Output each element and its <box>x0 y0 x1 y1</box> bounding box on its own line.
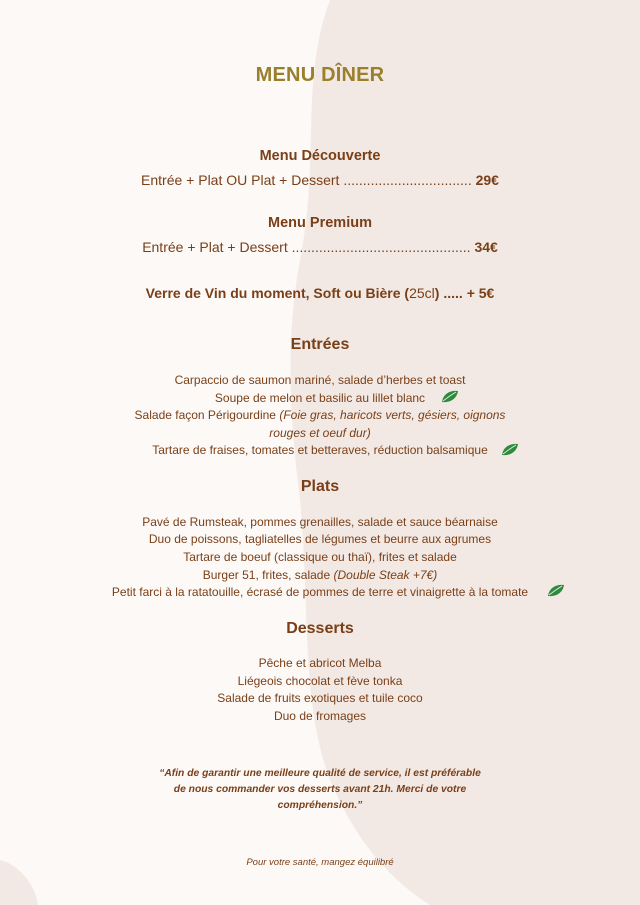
drink-paren-close: ) <box>434 285 440 301</box>
drink-supplement-line <box>0 285 640 301</box>
menu-premium-description: Entrée + Plat + Dessert <box>142 239 288 255</box>
plat-item: Tartare de boeuf (classique ou thaï), frites et salade <box>183 550 457 564</box>
entree-item-detail: rouges et oeuf dur) <box>269 426 371 440</box>
plat-item: Duo de poissons, tagliatelles de légumes et beurre aux agrumes <box>148 532 492 546</box>
dot-leader: ................................. <box>343 172 472 188</box>
menu-premium-price: 34€ <box>474 239 498 255</box>
menu-decouverte-line <box>0 172 640 188</box>
plat-item-detail: (Double Steak +7€) <box>333 568 438 582</box>
dessert-item: Salade de fruits exotiques et tuile coco <box>217 691 423 705</box>
dessert-item: Pêche et abricot Melba <box>258 656 382 670</box>
section-desserts-heading: Desserts <box>286 620 354 637</box>
note-line: “Afin de garantir une meilleure qualité de service, il est préférable <box>159 768 481 779</box>
entree-item: Soupe de melon et basilic au lillet blanc <box>214 391 426 405</box>
entree-item: Tartare de fraises, tomates et betteraves, réduction balsamique <box>152 443 488 457</box>
section-plats-heading: Plats <box>300 478 340 495</box>
note-line: de nous commander vos desserts avant 21h. Merci de votre <box>173 784 467 795</box>
plat-item: Pavé de Rumsteak, pommes grenailles, salade et sauce béarnaise <box>142 515 498 529</box>
drink-price: + 5€ <box>466 285 495 301</box>
entree-item-detail: (Foie gras, haricots verts, gésiers, oignons <box>279 408 506 422</box>
section-entrees-heading: Entrées <box>290 336 350 353</box>
dot-leader: .............................................. <box>291 239 471 255</box>
menu-decouverte-price: 29€ <box>475 172 499 188</box>
menu-decouverte-title: Menu Découverte <box>259 148 381 164</box>
leaf-icon <box>441 390 459 403</box>
dot-leader: ..... <box>439 285 467 301</box>
entree-item: Carpaccio de saumon mariné, salade d’herbes et toast <box>174 373 466 387</box>
dessert-item: Duo de fromages <box>273 709 367 723</box>
menu-premium-line <box>0 239 640 255</box>
drink-size: 25cl <box>409 285 435 301</box>
plat-item: Petit farci à la ratatouille, écrasé de pommes de terre et vinaigrette à la tomate <box>111 585 529 599</box>
leaf-icon <box>547 584 565 597</box>
drink-paren-open: ( <box>400 285 410 301</box>
plat-item <box>0 567 640 584</box>
menu-premium-title: Menu Premium <box>268 215 372 231</box>
plat-item-name: Burger 51, frites, salade <box>202 568 331 582</box>
menu-decouverte-description: Entrée + Plat OU Plat + Dessert <box>141 172 340 188</box>
entree-item-detail-cont <box>0 425 640 442</box>
health-footer: Pour votre santé, mangez équilibré <box>246 857 394 868</box>
entree-item-name: Salade façon Périgourdine <box>134 408 276 422</box>
dessert-item: Liégeois chocolat et fève tonka <box>237 674 403 688</box>
leaf-icon <box>501 443 519 456</box>
dessert-order-note <box>140 766 500 814</box>
drink-label: Verre de Vin du moment, Soft ou Bière <box>145 285 401 301</box>
menu-title: MENU DÎNER <box>255 64 385 86</box>
note-line: compréhension.” <box>277 800 363 811</box>
entree-item <box>0 407 640 424</box>
